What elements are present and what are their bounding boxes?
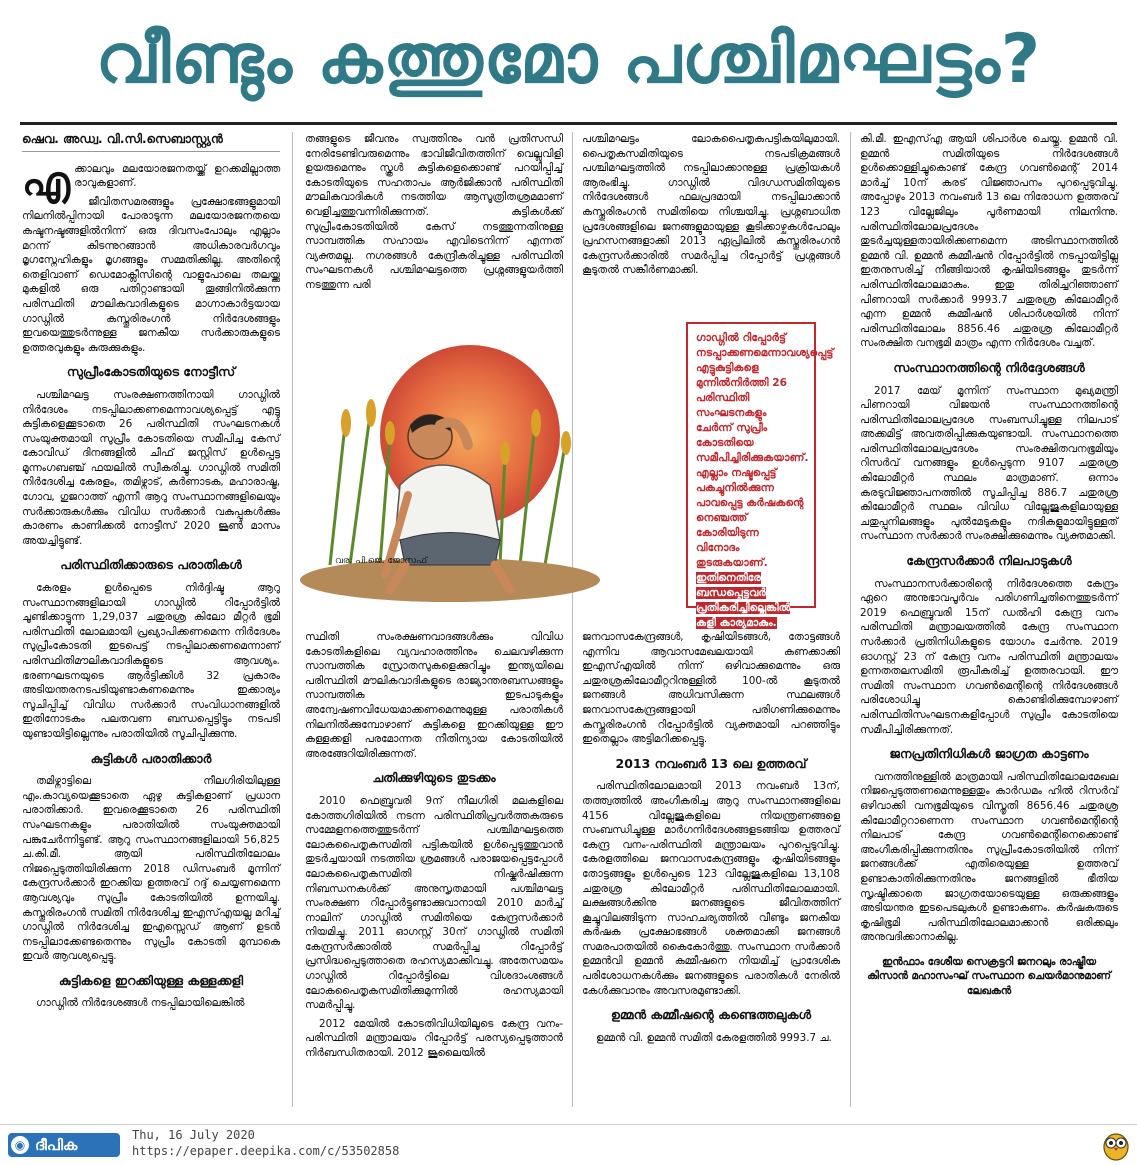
paragraph: തങ്ങളുടെ ജീവനും സ്വത്തിനും വൻ പ്രതിസന്ധി നേരിടേണ്ടിവരുമെന്നും ഭാവിജീവിതത്തിന് വെല്ലുവിളി ഉയരുമെന്നും സ്കൂൾ കുട്ടികളെക്കൊണ്ട് പറയിപ്പിച്ച് കോടതിയുടെ സഹതാപം ആർജിക്കാൻ പരിസ്ഥിതി മൗലികവാദികൾ നടത്തിയ ആസൂത്രിതശ്രമമാണ് വെളിച്ചത്തുവന്നിരിക്കുന്നത്. കുട്ടികൾക്ക് സുപ്രീംകോടതിയിൽ കേസ് നടത്തുന്നതിനുള്ള സാമ്പത്തിക സഹായം എവിടെനിന്ന് എന്നത് വ്യക്തമല്ല. നഗരങ്ങൾ കേന്ദ്രീകരിച്ചുള്ള പരിസ്ഥിതി സംഘടനകൾ പശ്ചിമഘട്ടത്തെ പ്രശ്നങ്ങളുയർത്തി നടത്തുന്ന പരി <box>305 133 563 291</box>
subheading: കുട്ടികളെ ഇറക്കിയുള്ള കള്ളക്കളി <box>58 972 244 988</box>
column-2-top <box>305 132 563 372</box>
paragraph: ഗാഡ്ഗിൽ നിർദേശങ്ങൾ നടപ്പിലായിലെങ്കിൽ <box>36 997 245 1010</box>
paragraph: തമിഴ്നാട്ടിലെ നീലഗിരിയിലുള്ള എം.കാവ്യയെക്കൂടാതെ ഏഴു കുട്ടികളാണ് പ്രധാന പരാതിക്കാർ. ഇവരെക്കൂടാതെ 26 പരിസ്ഥിതി സംഘടനകളും പരാതിയിൽ സംയുക്തമായി പങ്കുചേർന്നിട്ടുണ്ട്. ആറു സംസ്ഥാനങ്ങളിലായി 56,825 ച.കി.മീ. ആയി പരിസ്ഥിതിലോലം നിജപ്പെടുത്തിയിരിക്കുന്ന 2018 ഡിസംബർ മൂന്നിന് കേന്ദ്രസർക്കാർ ഇറക്കിയ ഉത്തരവ് റദ്ദ് ചെയ്യണമെന്ന ആവശ്യവും സുപ്രീം കോടതിയിൽ ഉന്നയിച്ചു. കസ്തൂരിരംഗൻ സമിതി നിർദേശിച്ച ഇഎസ്എയല്ല മറിച്ച് ഗാഡ്ഗിൽ നിർദേശിച്ച ഇഎസ്സെഡ് ആണ് ഉടൻ നടപ്പിലാക്കേണ്ടതെന്നും സുപ്രീം കോടതി മുമ്പാകെ ഇവർ ആവശ്യപ്പെട്ടു. <box>22 775 280 963</box>
column-1 <box>22 132 280 1112</box>
paragraph: പശ്ചിമഘട്ടം ലോകപൈതൃകപട്ടികയിലുമായി. പൈതൃകസമിതിയുടെ നടപടിക്രമങ്ങൾ പശ്ചിമഘട്ടത്തിൽ നടപ്പിലാക്കാനുള്ള പ്രക്രിയകൾ ആരംഭിച്ചു. ഗാഡ്ഗിൽ വിദഗ്ധസമിതിയുടെ നിർദേശങ്ങൾ ഫലപ്രദമായി നടപ്പിലാക്കാൻ കസ്തൂരിരംഗൻ സമിതിയെ നിശ്ചയിച്ചു. പ്രശ്നബാധിത പ്രദേശങ്ങളിലെ ജനങ്ങളുമായുള്ള കൂടിക്കാഴ്ചകൾപോലും പ്രഹസനങ്ങളാക്കി 2013 ഏപ്രിലിൽ കസ്തൂരിരംഗൻ കേന്ദ്രസർക്കാരിൽ സമർപ്പിച്ച റിപ്പോർട്ട് പ്രശ്നങ്ങൾ കൂടുതൽ സങ്കീർണമാക്കി. <box>582 133 840 277</box>
farmer-illustration <box>290 365 590 605</box>
pull-quote-highlight: ഇതിനെതിരേ ബന്ധപ്പെട്ടവർ പ്രതികരിച്ചില്ലെങ്കിൽ കളി കാര്യമാകും. <box>696 572 791 629</box>
edition-date: Thu, 16 July 2020 <box>132 1128 255 1142</box>
column-divider <box>572 132 573 1107</box>
column-2-bottom <box>305 630 563 1110</box>
logo-mark-icon: ◉ <box>11 1136 29 1154</box>
paragraph: വനത്തിനുള്ളിൽ മാത്രമായി പരിസ്ഥിതിലോലമേഖല നിജപ്പെടുത്തണമെന്നുള്ളതും കാർഡമം ഹിൽ റിസർവ് ഒഴിവാക്കി വനഭൂമിയുടെ വിസ്തൃതി 8656.46 ചതുരശ്ര കിലോമീറ്ററാണെന്ന സംസ്ഥാന ഗവൺമെന്റിന്റെ നിലപാട് കേന്ദ്ര ഗവൺമെന്റിനെക്കൊണ്ട് അംഗീകരിപ്പിക്കുന്നതിനും സുപ്രീംകോടതിയിൽ നിന്ന് ജനങ്ങൾക്ക് എതിരെയുള്ള ഉത്തരവ് ഉണ്ടാകാതിരിക്കുന്നതിനും ജനങ്ങളിൽ ഭീതിയ സൃഷ്ടിക്കാതെ ജാഗ്രതയോടെയുള്ള ഒരുക്കങ്ങളും അടിയന്തര ഇടപെടലുകൾ ഉണ്ടാകണം. കർഷകരുടെ കൃഷിഭൂമി പരിസ്ഥിതിലോലമാക്കാൻ ഒരിക്കലും അനുവദിക്കാനാകില്ല. <box>860 770 1118 944</box>
subheading: പരിസ്ഥിതിക്കാരുടെ പരാതികൾ <box>60 557 242 573</box>
paragraph: പരിസ്ഥിതിലോലമായി 2013 നവംബർ 13ന്, തത്ത്വത്തിൽ അംഗീകരിച്ച ആറു സംസ്ഥാനങ്ങളിലെ 4156 വില്ലേജുകളിലെ നിയന്ത്രണങ്ങളെ സംബന്ധിച്ചുള്ള മാർഗനിർദേശങ്ങളടങ്ങിയ ഉത്തരവ് കേന്ദ്ര വനം-പരിസ്ഥിതി മന്ത്രാലയം പുറപ്പെടുവിച്ചു. കേരളത്തിലെ ജനവാസകേന്ദ്രങ്ങളും കൃഷിയിടങ്ങളും തോട്ടങ്ങളും ഉൾപ്പെടെ 123 വില്ലേജുകളിലെ 13,108 ചതുരശ്ര കിലോമീറ്റർ പരിസ്ഥിതിലോലമായി. ലക്ഷങ്ങൾക്കിനു ജനങ്ങളുടെ ജീവിതത്തിന് കൂച്ചുവിലങ്ങിടുന്ന സാഹചര്യത്തിൽ വീണ്ടും ജനകീയ കർഷക പ്രക്ഷോഭങ്ങൾ ശക്തമാക്കി ജനങ്ങൾ സമരപാതയിൽ കൈകോർത്തു. സംസ്ഥാന സർക്കാർ ഉമ്മൻവി ഉമ്മൻ കമ്മീഷനെ നിയമിച്ച് പ്രാദേശിക പരിശോധനകൾക്കും ജനങ്ങളുടെ പരാതികൾ നേരിൽ കേൾക്കുവാനും അവസരമുണ്ടാക്കി. <box>582 780 840 997</box>
paragraph: ജീവിതസമരങ്ങളും പ്രക്ഷോഭങ്ങളുമായി നിലനിൽപ്പിനായി പോരാടുന്ന മലയോരജനതയെ കഷ്ടനഷ്ടങ്ങളിൽനിന്ന് ഒരു ദിവസംപോലും എല്ലാം മറന്ന് കിടന്നുറങ്ങാൻ അധികാരവർഗവും മൃഗസ്നേഹികളും മൃഗങ്ങളും സമ്മതിക്കില്ല. അതിന്റെ തെളിവാണ് ഡെമോക്ലീസിന്റെ വാളുപോലെ തലയ്ക്കു മുകളിൽ ഒരു പതിറ്റാണ്ടായി തൂങ്ങിനിൽക്കുന്ന പരിസ്ഥിതി മൗലികവാദികളുടെ മാഗ്നാകാർട്ടയായ ഗാഡ്ഗിൽ കസ്തൂരിരംഗൻ നിർദേശങ്ങളും ഇവയെത്തുടർന്നുള്ള ജനകീയ സർക്കാരുകളുടെ ഉത്തരവുകളും കുരുക്കുകളും. <box>22 195 280 354</box>
byline: ഷെവ. അഡ്വ. വി.സി.സെബാസ്റ്റ്യൻ <box>22 132 280 152</box>
subheading: ഉമ്മൻ കമ്മീഷന്റെ കണ്ടെത്തലുകൾ <box>610 1007 812 1023</box>
subheading: ജനപ്രതിനിധികൾ ജാഗ്രത കാട്ടണം <box>889 746 1089 762</box>
column-divider <box>292 132 293 1107</box>
subheading: സംസ്ഥാനത്തിന്റെ നിർദ്ദേശങ്ങൾ <box>893 359 1085 375</box>
illustration-credit: വര: പി.ജെ. ജോസഫ് <box>335 556 428 566</box>
paragraph: 2012 മേയിൽ കോടതിവിധിയിലൂടെ കേന്ദ്ര വനം-പരിസ്ഥിതി മന്ത്രാലയം റിപ്പോർട്ട് പരസ്യപ്പെടുത്താൻ നിർബന്ധിതരായി. 2012 ജൂലൈയിൽ <box>305 1017 563 1060</box>
headline-area <box>0 0 1137 120</box>
owl-icon[interactable] <box>1101 1129 1131 1161</box>
pull-quote <box>686 322 834 629</box>
headline-rule <box>20 122 1117 125</box>
epaper-link[interactable]: https://epaper.deepika.com/c/53502858 <box>132 1144 400 1158</box>
drop-cap: എ <box>22 158 71 205</box>
paragraph: 2010 ഫെബ്രുവരി 9ന് നീലഗിരി മലകളിലെ കോത്തഗിരിയിൽ നടന്ന പരിസ്ഥിതിപ്രവർത്തകരുടെ സമ്മേളനത്തെത്തുടർന്ന് പശ്ചിമഘട്ടത്തെ ലോകപൈതൃകസമിതി പട്ടികയിൽ ഉൾപ്പെടുത്തുവാൻ തുടർച്ചയായി നടത്തിയ ശ്രമങ്ങൾ പരാജയപ്പെട്ടപ്പോൾ ലോകപൈതൃകസമിതി നിഷ്കർഷിക്കുന്ന നിബന്ധനകൾക്ക് അനുസൃതമായി പശ്ചിമഘട്ട സംരക്ഷണ റിപ്പോർട്ടുണ്ടാക്കുവാനായി 2010 മാർച്ച് നാലിന് ഗാഡ്ഗിൽ സമിതിയെ കേന്ദ്രസർക്കാർ നിയമിച്ചു. 2011 ഓഗസ്റ്റ് 30ന് ഗാഡ്ഗിൽ സമിതി കേന്ദ്രസർക്കാരിൽ സമർപ്പിച്ച റിപ്പോർട്ട് പ്രസിദ്ധപ്പെടുത്താതെ രഹസ്യമാക്കിവച്ചു. അതേസമയം ഗാഡ്ഗിൽ റിപ്പോർട്ടിലെ വിശദാംശങ്ങൾ ലോകപൈതൃകസമിതിക്കുമുന്നിൽ രഹസ്യമായി സമർപ്പിച്ചു. <box>305 794 563 1012</box>
author-note: ഇൻഫാം ദേശീയ സെക്രട്ടറി ജനറലും രാഷ്ട്രീയ കിസാൻ മഹാസംഘ് സംസ്ഥാന ചെയർമാനുമാണ് ലേഖകൻ <box>867 955 1111 998</box>
subheading: കേന്ദ്രസർക്കാർ നിലപാടുകൾ <box>906 553 1072 569</box>
subheading: സുപ്രീംകോടതിയുടെ നോട്ടീസ് <box>66 364 236 380</box>
paragraph: സംസ്ഥാനസർക്കാരിന്റെ നിർദേശത്തെ കേന്ദ്രം ഏറെ അനുഭാവപൂർവം പരിഗണിച്ചതിനെത്തുടർന്ന് 2019 ഫെബ്രുവരി 15ന് ഡൽഹി കേന്ദ്ര വനം പരിസ്ഥിതി മന്ത്രാലയത്തിൽ കേന്ദ്ര സംസ്ഥാന സർക്കാർ പ്രതിനിധികളുടെ യോഗം ചേർന്നു. 2019 ഓഗസ്റ്റ് 23 ന് കേന്ദ്ര വനം പരിസ്ഥിതി മന്ത്രാലയം ഉന്നതതലസമിതി രൂപീകരിച്ച് ഉത്തരവായി. ഈ സമിതി സംസ്ഥാന ഗവൺമെന്റിന്റെ നിർദേശങ്ങൾ പരിശോധിച്ചു കൊണ്ടിരിക്കുമ്പോഴാണ് പരിസ്ഥിതിസംഘടനകളിപ്പോൾ സുപ്രീം കോടതിയെ സമീപിച്ചിരിക്കുന്നത്. <box>860 577 1118 736</box>
deepika-logo[interactable] <box>8 1133 120 1157</box>
paragraph: 2017 മേയ് മൂന്നിന് സംസ്ഥാന മുഖ്യമന്ത്രി പിണറായി വിജയൻ സംസ്ഥാനത്തിന്റെ പരിസ്ഥിതിലോലപ്രദേശ സംബന്ധിച്ചുള്ള നിലപാട് അക്കമിട്ട് അവതരിപ്പിക്കുകയുണ്ടായി. സംസ്ഥാനത്തെ പരിസ്ഥിതിലോലപ്രദേശം സംരക്ഷിതവനഭൂമിയും റിസർവ് വനങ്ങളും ഉൾപ്പെടുന്ന 9107 ചതുരശ്ര കിലോമീറ്റർ സ്ഥലം മാത്രമാണ്. ഒന്നാം കരടുവിജ്ഞാപനത്തിൽ സൂചിപ്പിച്ച 886.7 ചതുരശ്ര കിലോമീറ്റർ സ്ഥലം വിവിധ വില്ലേജുകളിലായുള്ള ചതുപ്പുനിലങ്ങളും പുൽമേടുകളും നദികളുമായിട്ടുള്ളത് സംസ്ഥാന സർക്കാർ സംരക്ഷിക്കുമെന്നും വ്യക്തമാക്കി. <box>860 384 1118 543</box>
column-divider <box>850 132 851 1107</box>
paragraph: പശ്ചിമഘട്ട സംരക്ഷണത്തിനായി ഗാഡ്ഗിൽ നിർദേശം നടപ്പിലാക്കണമെന്നാവശ്യപ്പെട്ട് എട്ടു കുട്ടികളെക്കൂടാതെ 26 പരിസ്ഥിതി സംഘടനകൾ സംയുക്തമായി സുപ്രീം കോടതിയെ സമീപിച്ച കേസ് കോവിഡ് ദിനങ്ങളിൽ ചീഫ് ജസ്റ്റിസ് ഉൾപ്പെട്ട മൂന്നംഗബഞ്ച് ഫയലിൽ സ്വീകരിച്ചു. ഗാഡ്ഗിൽ സമിതി നിർദേശിച്ച കേരളം, തമിഴ്നാട്, കർണാടക, മഹാരാഷ്ട്ര, ഗോവ, ഗുജറാത്ത് എന്നീ ആറു സംസ്ഥാനങ്ങളിലെയും സർക്കാരുകൾക്കും വിവിധ സർക്കാർ വകുപ്പുകൾക്കും കാരണം കാണിക്കൽ നോട്ടീസ് 2020 ജൂൺ മാസം അയച്ചിട്ടുണ്ട്. <box>22 388 280 547</box>
subheading: ചതിക്കുഴിയുടെ തുടക്കം <box>372 770 496 786</box>
logo-text: ദീപിക <box>35 1136 78 1154</box>
paragraph: കേരളം ഉൾപ്പെടെ നിർദ്ദിഷ്ട ആറു സംസ്ഥാനങ്ങളിലായി ഗാഡ്ഗിൽ റിപ്പോർട്ടിൽ ചൂണ്ടിക്കാട്ടുന്ന 1,29,037 ചതുരശ്ര കിലോ മീറ്റർ ഭൂമി പരിസ്ഥിതി ലോലമായി പ്രഖ്യാപിക്കണമെന്ന നിർദേശം സുപ്രീംകോടതി ഇടപെട്ട് നടപ്പിലാക്കണമെന്നാണ് പരിസ്ഥിതിമൗലികവാദികളുടെ ആവശ്യം. ഭരണഘടനയുടെ ആർട്ടിക്കിൾ 32 പ്രകാരം അടിയന്തരനടപടിയുണ്ടാകണമെന്നും ഇക്കാര്യം സൂചിപ്പിച്ച് വിവിധ സർക്കാർ സംവിധാനങ്ങളിൽ ഇതിനോടകം പലതവണ ബന്ധപ്പെട്ടിട്ടും നടപടി യുണ്ടായിട്ടില്ലെന്നും പരാതിയിൽ സൂചിപ്പിക്കുന്നു. <box>22 582 280 740</box>
paragraph: ജനവാസകേന്ദ്രങ്ങൾ, കൃഷിയിടങ്ങൾ, തോട്ടങ്ങൾ എന്നിവ ആവാസമേഖലയായി കണക്കാക്കി ഇഎസ്എയിൽ നിന്ന് ഒഴിവാക്കുമെന്നും ഒരു ചതുരശ്രകിലോമീറ്ററിനുള്ളിൽ 100-ൽ കൂടുതൽ ജനങ്ങൾ അധിവസിക്കുന്ന സ്ഥലങ്ങൾ ജനവാസകേന്ദ്രങ്ങളായി പരിഗണിക്കുമെന്നും കസ്തൂരിരംഗൻ റിപ്പോർട്ടിൽ വ്യക്തമായി പറഞ്ഞിട്ടും ഇതെല്ലാം അട്ടിമറിക്കപ്പെട്ടു. <box>582 631 840 746</box>
subheading: 2013 നവംബർ 13 ലെ ഉത്തരവ് <box>615 755 807 771</box>
footer-bar <box>0 1124 1137 1165</box>
column-3-bottom <box>582 630 840 1110</box>
pull-quote-text: ഗാഡ്ഗിൽ റിപ്പോർട്ട് നടപ്പാക്കണമെന്നാവശ്യപ്പെട്ട് എട്ടുകുട്ടികളെ മുന്നിൽനിർത്തി 26 പരിസ്ഥിതി സംഘടനകളും ചേർന്ന് സുപ്രീം കോടതിയെ സമീപിച്ചിരിക്കുകയാണ്. എല്ലാം നഷ്ടപ്പെട്ട് പകച്ചുനിൽക്കുന്ന പാവപ്പെട്ട കർഷകന്റെ നെഞ്ചത്ത് കോരിയിടുന്ന വിനോദം തുടരുകയാണ്. <box>696 332 834 569</box>
column-4 <box>860 132 1118 1112</box>
intro-paragraph: ക്കാലവും മലയോരജനതയ്ക്ക് ഉറക്കമില്ലാത്ത രാവുകളാണ്. <box>74 162 280 190</box>
paragraph: സ്ഥിതി സംരക്ഷണവാദങ്ങൾക്കും വിവിധ കോടതികളിലെ വ്യവഹാരത്തിനും ചെലവഴിക്കുന്ന സാമ്പത്തിക സ്രോതസുകളെക്കുറിച്ചും ഇന്ത്യയിലെ പരിസ്ഥിതി മൗലികവാദികളുടെ രാജ്യാന്തരബന്ധങ്ങളും സാമ്പത്തിക ഇടപാടുകളും അന്വേഷണവിധേയമാക്കണമെന്നുമുള്ള പരാതികൾ നിലനിൽക്കുമ്പോഴാണ് കുട്ടികളെ ഇറക്കിയുള്ള ഈ കള്ളക്കളി പരമോന്നത നീതിന്യായ കോടതിയിൽ അരങ്ങേറിയിരിക്കുന്നത്. <box>305 631 563 760</box>
paragraph: കി.മീ. ഇഎസ്എ ആയി ശിപാർശ ചെയ്തു. ഉമ്മൻ വി. ഉമ്മൻ സമിതിയുടെ നിർദേശങ്ങൾ ഉൾക്കൊള്ളിച്ചുകൊണ്ട് കേന്ദ്ര ഗവൺമെന്റ് 2014 മാർച്ച് 10ന് കരട് വിജ്ഞാപനം പുറപ്പെടുവിച്ചു. അപ്പോഴും 2013 നവംബർ 13 ലെ നിരോധന ഉത്തരവ് 123 വില്ലേജിലും പൂർണമായി നിലനിന്നു. പരിസ്ഥിതിലോലപ്രദേശം തുടർച്ചയുള്ളതായിരിക്കണമെന്ന അടിസ്ഥാനത്തിൽ ഉമ്മൻ വി. ഉമ്മൻ കമ്മീഷൻ റിപ്പോർട്ടിൽ നടപ്പായിട്ടില്ല ഇതനുസരിച്ച് നീങ്ങിയാൽ കൃഷിയിടങ്ങളും തുടർന്ന് പരിസ്ഥിതിലോലമാകും. ഇതു തിരിച്ചറിഞ്ഞാണ് പിണറായി സർക്കാർ 9993.7 ചതുരശ്ര കിലോമീറ്റർ എന്ന ഉമ്മൻ കമ്മീഷൻ ശിപാർശയിൽ നിന്ന് പരിസ്ഥിതിലോലം 8856.46 ചതുരശ്ര കിലോമീറ്റർ സംരക്ഷിത വനഭൂമി മാത്രം എന്ന നിർദേശം വച്ചത്. <box>860 133 1118 350</box>
headline: വീണ്ടും കത്തുമോ പശ്ചിമഘട്ടം? <box>95 20 1042 99</box>
subheading: കുട്ടികൾ പരാതിക്കാർ <box>90 750 212 766</box>
paragraph: ഉമ്മൻ വി. ഉമ്മൻ സമിതി കേരളത്തിൽ 9993.7 ച. <box>596 1031 832 1044</box>
